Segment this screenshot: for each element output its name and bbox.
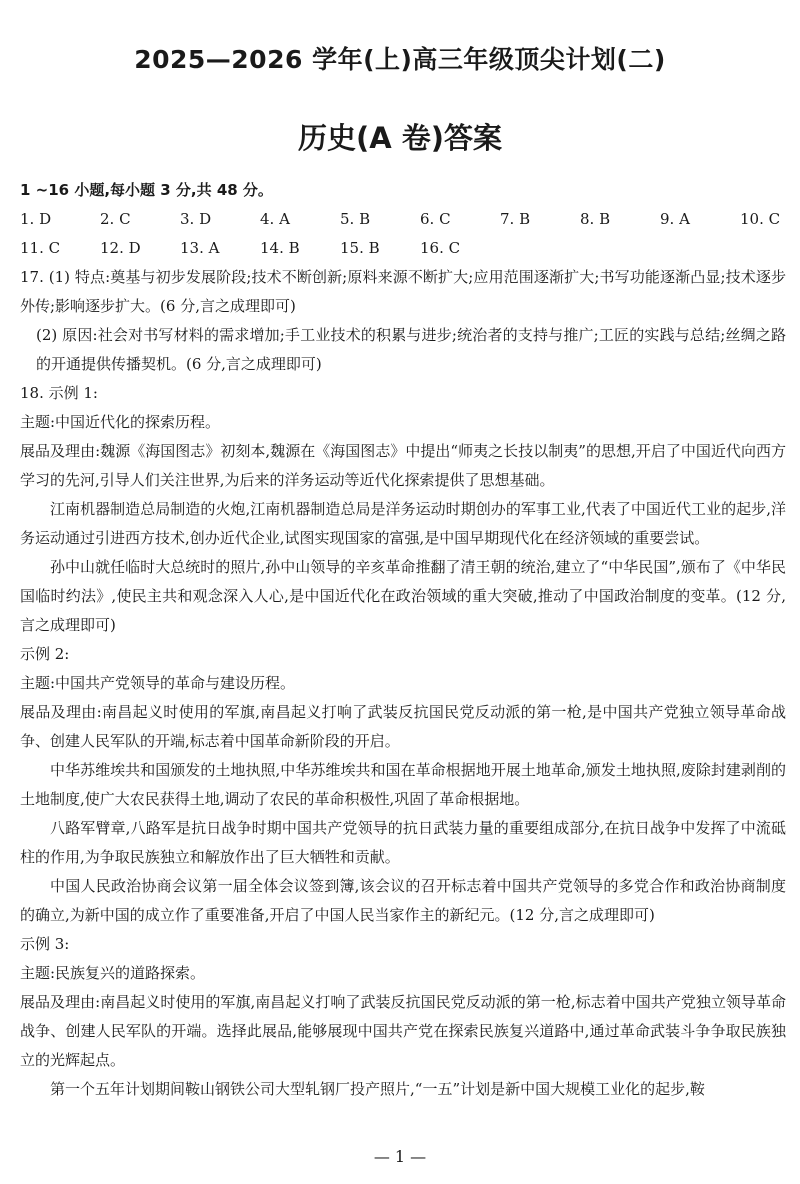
mc-answer: 4. A [260,210,290,228]
mc-answer: 9. A [660,210,690,228]
q18-ex2-reason-2: 中华苏维埃共和国颁发的土地执照,中华苏维埃共和国在革命根据地开展土地革命,颁发土地执照,废除封建剥削的土地制度,使广大农民获得土地,调动了农民的革命积极性,巩固了革命根据地。 [20,761,786,808]
q17-part2: (2) 原因:社会对书写材料的需求增加;手工业技术的积累与进步;统治者的支持与推广;工匠的实践与总结;丝绸之路的开通提供传播契机。(6 分,言之成理即可) [36,326,786,373]
q18-example1-label: 18. 示例 1: [20,384,98,402]
q17-part1: 17. (1) 特点:奠基与初步发展阶段;技术不断创新;原料来源不断扩大;应用范围逐渐扩大;书写功能逐渐凸显;技术逐步外传;影响逐步扩大。(6 分,言之成理即可) [20,268,786,315]
mc-answer: 13. A [180,239,220,257]
q18-ex1-reason-3: 孙中山就任临时大总统时的照片,孙中山领导的辛亥革命推翻了清王朝的统治,建立了“中华民国”,颁布了《中华民国临时约法》,使民主共和观念深入人心,是中国近代化在政治领域的重大突破,推动了中国政治制度的变革。(12 分,言之成理即可) [20,558,786,634]
mc-answer: 16. C [420,239,461,257]
q18-ex2-reason-1: 展品及理由:南昌起义时使用的军旗,南昌起义打响了武装反抗国民党反动派的第一枪,是中国共产党独立领导革命战争、创建人民军队的开端,标志着中国革命新阶段的开启。 [20,703,786,750]
mc-answers-row-1 [20,205,786,234]
mc-answer: 3. D [180,210,212,228]
q18-ex2-reason-3: 八路军臂章,八路军是抗日战争时期中国共产党领导的抗日武装力量的重要组成部分,在抗日战争中发挥了中流砥柱的作用,为争取民族独立和解放作出了巨大牺牲和贡献。 [20,819,786,866]
mc-intro: 1 ~16 小题,每小题 3 分,共 48 分。 [20,181,273,199]
q18-ex2-theme: 主题:中国共产党领导的革命与建设历程。 [20,674,296,692]
q18-ex1-reason-1: 展品及理由:魏源《海国图志》初刻本,魏源在《海国图志》中提出“师夷之长技以制夷”的思想,开启了中国近代向西方学习的先河,引导人们关注世界,为后来的洋务运动等近代化探索提供了思想基础。 [20,442,786,489]
q18-ex1-theme: 主题:中国近代化的探索历程。 [20,413,221,431]
document-title: 2025—2026 学年(上)高三年级顶尖计划(二) [134,45,666,74]
q18-example2-label: 示例 2: [20,645,70,663]
q18-ex3-theme: 主题:民族复兴的道路探索。 [20,964,206,982]
mc-answer: 1. D [20,210,52,228]
q18-ex1-reason-2: 江南机器制造总局制造的火炮,江南机器制造总局是洋务运动时期创办的军事工业,代表了中国近代工业的起步,洋务运动通过引进西方技术,创办近代企业,试图实现国家的富强,是中国早期现代化在经济领域的重要尝试。 [20,500,786,547]
mc-answer: 2. C [100,210,131,228]
mc-answer: 11. C [20,239,61,257]
mc-answers-row-2 [20,234,786,263]
mc-answer: 6. C [420,210,451,228]
q18-ex3-reason-1: 展品及理由:南昌起义时使用的军旗,南昌起义打响了武装反抗国民党反动派的第一枪,标志着中国共产党独立领导革命战争、创建人民军队的开端。选择此展品,能够展现中国共产党在探索民族复兴道路中,通过革命武装斗争争取民族独立的光辉起点。 [20,993,786,1069]
mc-answer: 8. B [580,210,611,228]
mc-answer: 12. D [100,239,141,257]
mc-answer: 10. C [740,210,781,228]
mc-answer: 14. B [260,239,300,257]
mc-answer: 5. B [340,210,371,228]
q18-ex2-reason-4: 中国人民政治协商会议第一届全体会议签到簿,该会议的召开标志着中国共产党领导的多党合作和政治协商制度的确立,为新中国的成立作了重要准备,开启了中国人民当家作主的新纪元。(12 分,言之成理即可) [20,877,786,924]
q18-example3-label: 示例 3: [20,935,70,953]
mc-answer: 7. B [500,210,531,228]
document-subtitle: 历史(A 卷)答案 [297,121,503,155]
mc-answer: 15. B [340,239,380,257]
page-number: — 1 — [373,1147,427,1166]
answer-content [20,176,786,1104]
q18-ex3-reason-2: 第一个五年计划期间鞍山钢铁公司大型轧钢厂投产照片,“一五”计划是新中国大规模工业化的起步,鞍 [50,1080,705,1098]
